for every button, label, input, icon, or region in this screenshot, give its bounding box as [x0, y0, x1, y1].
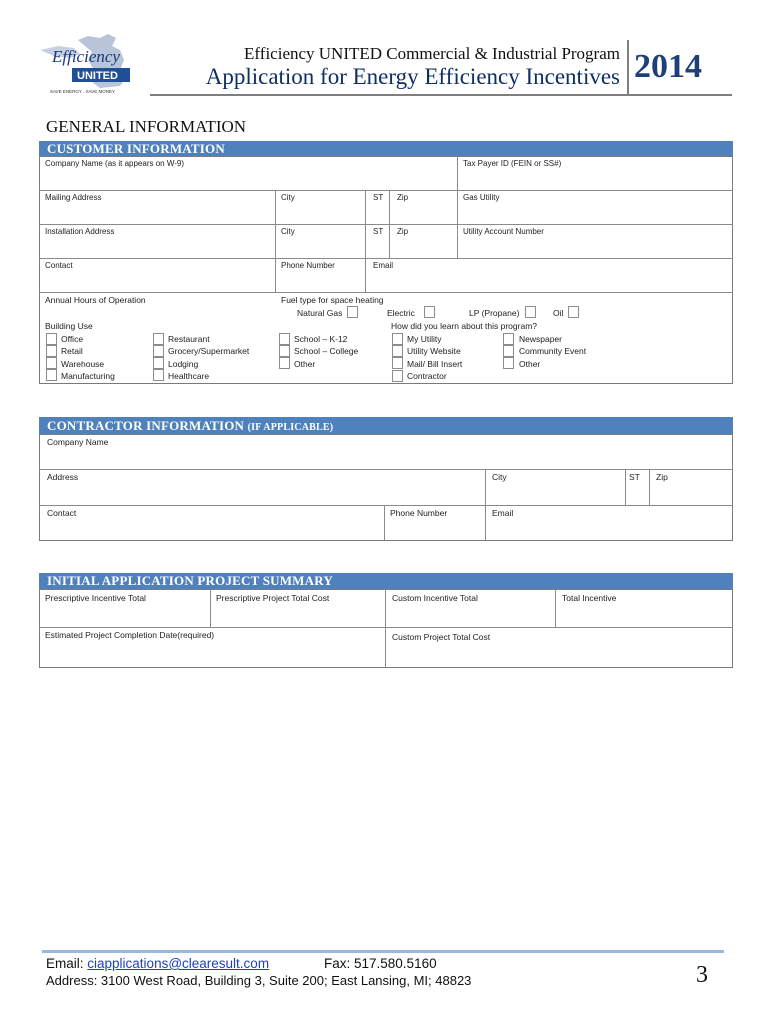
learn-about-question: How did you learn about this program?	[391, 321, 537, 331]
contractor-st-field[interactable]: ST	[629, 472, 640, 482]
building-retail-label: Retail	[61, 346, 83, 356]
custom-incentive-field[interactable]: Custom Incentive Total	[392, 593, 478, 603]
contractor-information-header	[39, 417, 733, 434]
building-healthcare-checkbox[interactable]	[153, 369, 164, 381]
page-title: Application for Energy Efficiency Incentives	[205, 64, 620, 89]
learn-my-utility-checkbox[interactable]	[392, 333, 403, 345]
building-lodging-checkbox[interactable]	[153, 357, 164, 369]
header-rule	[150, 94, 732, 96]
building-office-label: Office	[61, 334, 84, 344]
building-restaurant-label: Restaurant	[168, 334, 210, 344]
learn-contractor-checkbox[interactable]	[392, 370, 403, 382]
contractor-company-field[interactable]: Company Name	[47, 437, 109, 447]
footer-email-label: Email:	[46, 956, 84, 971]
building-lodging-label: Lodging	[168, 359, 199, 369]
learn-community-event-label: Community Event	[519, 346, 587, 356]
building-manufacturing-label: Manufacturing	[61, 371, 115, 381]
gas-utility-field[interactable]: Gas Utility	[463, 193, 500, 202]
header-divider	[627, 40, 629, 95]
installation-address-field[interactable]: Installation Address	[45, 227, 115, 236]
fuel-electric-checkbox[interactable]	[424, 306, 435, 318]
fuel-electric-label: Electric	[387, 308, 415, 318]
building-school-college-checkbox[interactable]	[279, 345, 290, 357]
learn-mail-insert-checkbox[interactable]	[392, 357, 403, 369]
building-manufacturing-checkbox[interactable]	[46, 369, 57, 381]
custom-cost-field[interactable]: Custom Project Total Cost	[392, 632, 491, 642]
efficiency-united-logo	[30, 30, 150, 98]
customer-information-header	[39, 141, 733, 156]
learn-other-label: Other	[519, 359, 541, 369]
contractor-city-field[interactable]: City	[492, 472, 507, 482]
mailing-zip-field[interactable]: Zip	[397, 193, 409, 202]
summary-heading-text: INITIAL APPLICATION PROJECT SUMMARY	[47, 573, 333, 588]
page-number: 3	[696, 962, 708, 988]
mailing-st-field[interactable]: ST	[373, 193, 384, 202]
learn-newspaper-checkbox[interactable]	[503, 333, 514, 345]
logo-text-efficiency: Efficiency	[52, 47, 120, 66]
company-name-field[interactable]: Company Name (as it appears on W-9)	[45, 159, 185, 168]
building-other-checkbox[interactable]	[279, 357, 290, 369]
building-restaurant-checkbox[interactable]	[153, 333, 164, 345]
learn-mail-insert-label: Mail/ Bill Insert	[407, 359, 463, 369]
contractor-form-box	[39, 434, 733, 541]
learn-other-checkbox[interactable]	[503, 357, 514, 369]
building-school-k12-checkbox[interactable]	[279, 333, 290, 345]
fuel-lp-checkbox[interactable]	[525, 306, 536, 318]
customer-heading-text: CUSTOMER INFORMATION	[47, 141, 225, 156]
logo-text-united: UNITED	[77, 70, 118, 82]
learn-newspaper-label: Newspaper	[519, 334, 562, 344]
learn-community-event-checkbox[interactable]	[503, 345, 514, 357]
installation-zip-field[interactable]: Zip	[397, 227, 409, 236]
building-retail-checkbox[interactable]	[46, 345, 57, 357]
fuel-natural-gas-label: Natural Gas	[297, 308, 343, 318]
building-grocery-label: Grocery/Supermarket	[168, 346, 250, 356]
installation-st-field[interactable]: ST	[373, 227, 384, 236]
learn-contractor-label: Contractor	[407, 371, 447, 381]
customer-phone-field[interactable]: Phone Number	[281, 261, 335, 270]
footer-rule	[42, 950, 724, 953]
building-grocery-checkbox[interactable]	[153, 345, 164, 357]
contractor-contact-field[interactable]: Contact	[47, 508, 77, 518]
project-summary-section	[39, 573, 733, 668]
learn-utility-website-checkbox[interactable]	[392, 345, 403, 357]
building-use-label: Building Use	[45, 321, 93, 331]
building-school-k12-label: School – K-12	[294, 334, 348, 344]
utility-account-field[interactable]: Utility Account Number	[463, 227, 544, 236]
program-name: Efficiency UNITED Commercial & Industrial Program	[244, 44, 620, 63]
building-office-checkbox[interactable]	[46, 333, 57, 345]
building-school-college-label: School – College	[294, 346, 359, 356]
fuel-oil-checkbox[interactable]	[568, 306, 579, 318]
building-warehouse-checkbox[interactable]	[46, 357, 57, 369]
footer-fax: Fax: 517.580.5160	[324, 956, 437, 971]
building-healthcare-label: Healthcare	[168, 371, 210, 381]
footer-email	[46, 956, 269, 971]
contractor-email-field[interactable]: Email	[492, 508, 514, 518]
contractor-address-field[interactable]: Address	[47, 472, 79, 482]
contractor-phone-field[interactable]: Phone Number	[390, 508, 448, 518]
fuel-lp-label: LP (Propane)	[469, 308, 520, 318]
installation-city-field[interactable]: City	[281, 227, 295, 236]
mailing-city-field[interactable]: City	[281, 193, 295, 202]
completion-date-field[interactable]: Estimated Project Completion Date(required)	[45, 630, 215, 640]
footer-address: Address: 3100 West Road, Building 3, Suite 200; East Lansing, MI; 48823	[46, 973, 472, 988]
footer-email-link[interactable]: ciapplications@clearesult.com	[87, 956, 270, 971]
mailing-address-field[interactable]: Mailing Address	[45, 193, 102, 202]
total-incentive-field[interactable]: Total Incentive	[562, 593, 617, 603]
fuel-type-label: Fuel type for space heating	[281, 295, 384, 305]
prescriptive-cost-field[interactable]: Prescriptive Project Total Cost	[216, 593, 330, 603]
building-warehouse-label: Warehouse	[61, 359, 105, 369]
learn-utility-website-label: Utility Website	[407, 346, 461, 356]
prescriptive-incentive-field[interactable]: Prescriptive Incentive Total	[45, 593, 146, 603]
contractor-zip-field[interactable]: Zip	[656, 472, 668, 482]
contractor-heading-sub: (IF APPLICABLE)	[247, 422, 334, 433]
customer-email-field[interactable]: Email	[373, 261, 394, 270]
learn-my-utility-label: My Utility	[407, 334, 442, 344]
annual-hours-field[interactable]: Annual Hours of Operation	[45, 295, 146, 305]
general-information-heading: GENERAL INFORMATION	[46, 117, 247, 136]
building-other-label: Other	[294, 359, 316, 369]
customer-information-section	[39, 141, 733, 384]
contractor-information-section	[39, 417, 733, 541]
program-year: 2014	[634, 48, 702, 85]
contractor-heading-text: CONTRACTOR INFORMATION	[47, 418, 245, 433]
customer-contact-field[interactable]: Contact	[45, 261, 73, 270]
fuel-oil-label: Oil	[553, 308, 564, 318]
logo-tagline: SAVE ENERGY . SAVE MONEY	[50, 89, 116, 94]
fuel-natural-gas-checkbox[interactable]	[347, 306, 358, 318]
project-summary-header	[39, 573, 733, 589]
tax-id-field[interactable]: Tax Payer ID (FEIN or SS#)	[463, 159, 562, 168]
